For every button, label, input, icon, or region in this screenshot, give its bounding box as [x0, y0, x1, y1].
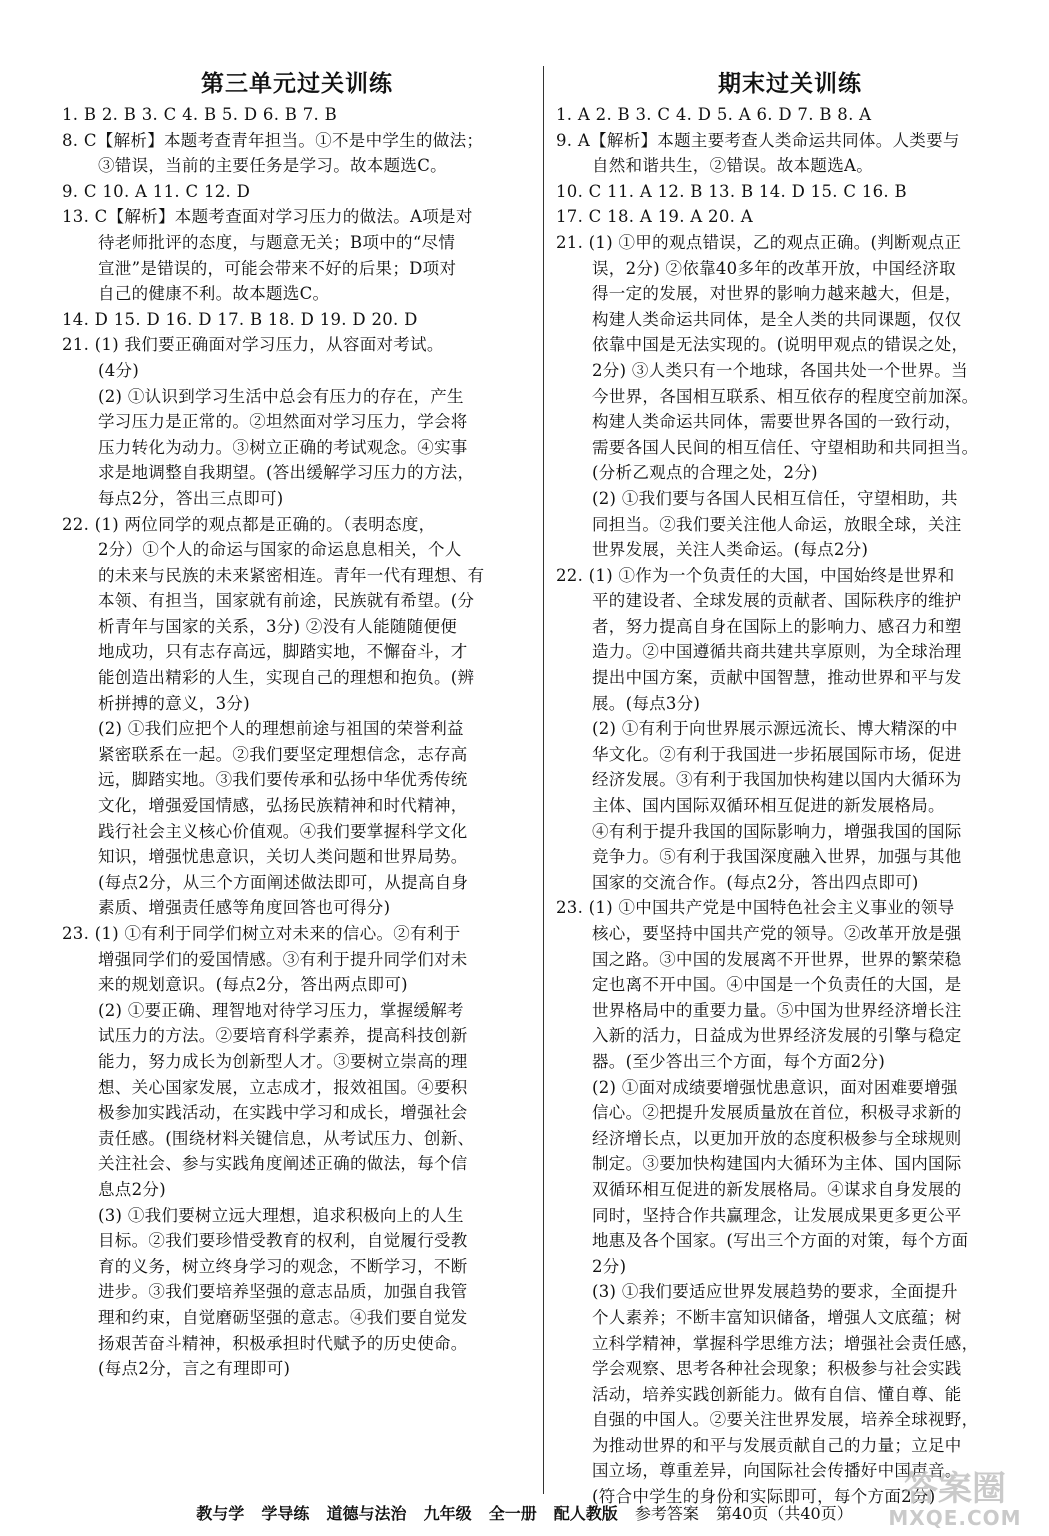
- answer-line: 地成功，只有志存高远，脚踏实地，不懈奋斗，才: [98, 642, 468, 662]
- answer-line: 经济发展。③有利于我国加快构建以国内大循环为: [592, 770, 962, 790]
- answer-line: 学会观察、思考各种社会现象；积极参与社会实践: [592, 1359, 962, 1379]
- answer-line: 1. B 2. B 3. C 4. B 5. D 6. B 7. B: [62, 105, 338, 124]
- answer-line: 同担当。②我们要关注他人命运，放眼全球，关注: [592, 514, 962, 534]
- footer-page-number: 第40页（共40页）: [716, 1504, 853, 1523]
- answer-line: (2) ①我们应把个人的理想前途与祖国的荣誉利益: [98, 719, 464, 739]
- answer-line: 求是地调整自我期望。(答出缓解学习压力的方法，: [98, 463, 475, 483]
- answer-line: 华文化。②有利于我国进一步拓展国际市场，促进: [592, 744, 962, 764]
- answer-line: 自己的健康不利。故本题选C。: [98, 284, 330, 304]
- answer-line: 入新的活力，日益成为世界经济发展的引擎与稳定: [592, 1026, 962, 1046]
- answer-line: 展。(每点3分): [592, 693, 701, 713]
- answer-line: 压力转化为动力。③树立正确的考试观念。④实事: [98, 437, 468, 457]
- footer-series: 学导练: [261, 1504, 310, 1523]
- answer-line: 国家的交流合作。(每点2分，答出四点即可): [592, 872, 919, 892]
- footer-label: 参考答案: [634, 1504, 699, 1523]
- answer-line: 9. C 10. A 11. C 12. D: [62, 181, 251, 201]
- answer-line: 远，脚踏实地。③我们要传承和弘扬中华优秀传统: [98, 770, 468, 790]
- answer-line: 构建人类命运共同体，是全人类的共同课题，仅仅: [592, 309, 962, 329]
- footer-volume: 全一册: [488, 1504, 537, 1523]
- answer-line: 世界格局中的重要力量。⑤中国为世界经济增长注: [592, 1000, 962, 1020]
- answer-line: 的未来与民族的未来紧密相连。青年一代有理想、有: [98, 565, 485, 585]
- answer-line: 自强的中国人。②要关注世界发展，培养全球视野，: [592, 1410, 979, 1430]
- answer-line: 信心。②把提升发展质量放在首位，积极寻求新的: [592, 1103, 962, 1123]
- answer-line: 国立场，尊重差异，向国际社会传播好中国声音。: [592, 1461, 962, 1481]
- answer-line: 试压力的方法。②要培育科学素养，提高科技创新: [98, 1026, 468, 1046]
- answer-line: 活动，培养实践创新能力。做有自信、懂自尊、能: [592, 1384, 962, 1404]
- answer-line: (2) ①要正确、理智地对待学习压力，掌握缓解考: [98, 1000, 464, 1020]
- answer-line: 紧密联系在一起。②我们要坚定理想信念，志存高: [98, 744, 468, 764]
- answer-line: 9. A【解析】本题主要考查人类命运共同体。人类要与: [556, 130, 960, 150]
- answer-line: 个人素养；不断丰富知识储备，增强人文底蕴；树: [592, 1307, 962, 1327]
- right-column: [556, 68, 1024, 1510]
- answer-line: 践行社会主义核心价值观。④我们要掌握科学文化: [98, 821, 468, 841]
- answer-line: 关注社会、参与实践角度阐述正确的做法，每个信: [98, 1154, 468, 1174]
- answer-line: 育的义务，树立终身学习的观念，不断学习，不断: [98, 1256, 468, 1276]
- answer-line: (分析乙观点的合理之处，2分): [592, 463, 818, 483]
- answer-line: (每点2分，从三个方面阐述做法即可，从提高自身: [98, 872, 469, 892]
- answer-line: 今世界，各国相互联系、相互依存的程度空前加深。: [592, 386, 979, 406]
- watermark-url: MXQE.COM: [888, 1506, 1022, 1530]
- answer-line: 14. D 15. D 16. D 17. B 18. D 19. D 20. D: [62, 309, 418, 329]
- answer-line: (4分): [98, 360, 140, 380]
- watermark-logo: [870, 1470, 1040, 1528]
- footer-edition: 配人教版: [553, 1504, 618, 1523]
- left-column: [62, 68, 532, 1382]
- answer-line: 目标。②我们要珍惜受教育的权利，自觉履行受教: [98, 1231, 468, 1251]
- answer-line: 22. (1) ①作为一个负责任的大国，中国始终是世界和: [556, 565, 955, 585]
- answer-line: (2) ①认识到学习生活中总会有压力的存在，产生: [98, 386, 464, 406]
- answer-line: 23. (1) ①有利于同学们树立对未来的信心。②有利于: [62, 924, 461, 943]
- final-exam-title: 期末过关训练: [718, 71, 862, 97]
- footer-grade: 九年级: [423, 1504, 472, 1523]
- answer-line: (2) ①我们要与各国人民相互信任，守望相助，共: [592, 488, 958, 508]
- answer-line: 提出中国方案，贡献中国智慧，推动世界和平与发: [592, 668, 962, 688]
- answer-line: (3) ①我们要适应世界发展趋势的要求，全面提升: [592, 1282, 958, 1302]
- answer-line: 8. C【解析】本题考查青年担当。①不是中学生的做法；: [62, 130, 484, 150]
- answer-line: 知识，增强忧患意识，关切人类问题和世界局势。: [98, 847, 468, 867]
- answer-line: 13. C【解析】本题考查面对学习压力的做法。A项是对: [62, 207, 473, 227]
- answer-line: 自然和谐共生，②错误。故本题选A。: [592, 156, 874, 176]
- answer-line: 22. (1) 两位同学的观点都是正确的。（表明态度，: [62, 514, 436, 534]
- answer-line: 10. C 11. A 12. B 13. B 14. D 15. C 16. B: [556, 181, 907, 201]
- answer-line: 宣泄”是错误的，可能会带来不好的后果；D项对: [98, 258, 457, 278]
- answer-line: (2) ①面对成绩要增强忧患意识，面对困难要增强: [592, 1077, 958, 1097]
- answer-line: 进步。③我们要培养坚强的意志品质，加强自我管: [98, 1282, 468, 1302]
- footer-book: 教与学: [196, 1504, 245, 1523]
- answer-line: 地惠及各个国家。(写出三个方面的对策，每个方面: [592, 1231, 969, 1251]
- answer-line: 需要各国人民间的相互信任、守望相助和共同担当。: [592, 437, 979, 457]
- answer-line: 扬艰苦奋斗精神，积极承担时代赋予的历史使命。: [98, 1333, 468, 1353]
- answer-line: (2) ①有利于向世界展示源远流长、博大精深的中: [592, 719, 958, 739]
- answer-line: 理和约束，自觉磨砺坚强的意志。④我们要自觉发: [98, 1307, 468, 1327]
- answer-line: 者，努力提高自身在国际上的影响力、感召力和塑: [592, 616, 962, 636]
- unit-three-title: 第三单元过关训练: [201, 71, 393, 97]
- left-answer-lines: [62, 102, 532, 1382]
- answer-line: ④有利于提升我国的国际影响力，增强我国的国际: [592, 821, 962, 841]
- answer-line: 同时，坚持合作共赢理念，让发展成果更多更公平: [592, 1205, 962, 1225]
- answer-line: 经济增长点，以更加开放的态度积极参与全球规则: [592, 1128, 962, 1148]
- answer-line: 增强同学们的爱国情感。③有利于提升同学们对未: [98, 949, 468, 969]
- watermark-text: 答案圈: [904, 1469, 1006, 1509]
- answer-line: 制定。③要加快构建国内大循环为主体、国内国际: [592, 1154, 962, 1174]
- answer-line: 竞争力。⑤有利于我国深度融入世界，加强与其他: [592, 847, 962, 867]
- answer-line: 构建人类命运共同体，需要世界各国的一致行动，: [592, 412, 962, 432]
- answer-line: 主体、国内国际双循环相互促进的新发展格局。: [592, 796, 945, 816]
- answer-line: 能力，努力成长为创新型人才。③要树立崇高的理: [98, 1051, 468, 1071]
- answer-line: 极参加实践活动，在实践中学习和成长，增强社会: [98, 1103, 468, 1123]
- column-divider: [543, 66, 544, 1494]
- answer-line: (每点2分，言之有理即可): [98, 1359, 291, 1379]
- answer-line: 2分) ③人类只有一个地球，各国共处一个世界。当: [592, 360, 968, 380]
- answer-line: 23. (1) ①中国共产党是中国特色社会主义事业的领导: [556, 898, 955, 918]
- answer-line: (3) ①我们要树立远大理想，追求积极向上的人生: [98, 1205, 464, 1225]
- footer-subject: 道德与法治: [326, 1504, 407, 1523]
- answer-line: 每点2分，答出三点即可): [98, 488, 284, 508]
- answer-line: 双循环相互促进的新发展格局。④谋求自身发展的: [592, 1179, 962, 1199]
- answer-line: 21. (1) ①甲的观点错误，乙的观点正确。(判断观点正: [556, 232, 962, 252]
- answer-line: 1. A 2. B 3. C 4. D 5. A 6. D 7. B 8. A: [556, 105, 872, 124]
- answer-line: 待老师批评的态度，与题意无关；B项中的“尽情: [98, 232, 456, 252]
- answer-line: 造力。②中国遵循共商共建共享原则，为全球治理: [592, 642, 962, 662]
- answer-line: 息点2分): [98, 1179, 166, 1199]
- answer-line: 想、关心国家发展，立志成才，报效祖国。④要积: [98, 1077, 468, 1097]
- answer-line: 平的建设者、全球发展的贡献者、国际秩序的维护: [592, 591, 962, 611]
- answer-line: 核心，要坚持中国共产党的领导。②改革开放是强: [592, 924, 962, 943]
- answer-line: ③错误，当前的主要任务是学习。故本题选C。: [98, 156, 447, 176]
- answer-line: 误，2分) ②依靠40多年的改革开放，中国经济取: [592, 258, 956, 278]
- answer-line: 本领、有担当，国家就有前途，民族就有希望。(分: [98, 591, 475, 611]
- answer-line: 文化，增强爱国情感，弘扬民族精神和时代精神，: [98, 796, 468, 816]
- answer-line: 17. C 18. A 19. A 20. A: [556, 207, 753, 227]
- answer-line: 素质、增强责任感等角度回答也可得分): [98, 898, 391, 918]
- answer-line: 得一定的发展，对世界的影响力越来越大，但是，: [592, 284, 962, 304]
- answer-line: 国之路。③中国的发展离不开世界，世界的繁荣稳: [592, 949, 962, 969]
- answer-line: 析拼搏的意义，3分): [98, 693, 250, 713]
- answer-line: 为推动世界的和平与发展贡献自己的力量；立足中: [592, 1435, 962, 1455]
- answer-line: 能创造出精彩的人生，实现自己的理想和抱负。(辨: [98, 668, 475, 688]
- answer-line: 析青年与国家的关系，3分) ②没有人能随随便便: [98, 616, 458, 636]
- answer-line: 世界发展，关注人类命运。(每点2分): [592, 540, 869, 560]
- answer-line: 2分）①个人的命运与国家的命运息息相关，个人: [98, 540, 462, 560]
- answer-line: 来的规划意识。(每点2分，答出两点即可): [98, 975, 408, 995]
- answer-line: 定也离不开中国。④中国是一个负责任的大国，是: [592, 975, 962, 995]
- answer-line: 学习压力是正常的。②坦然面对学习压力，学会将: [98, 412, 468, 432]
- answer-line: 依靠中国是无法实现的。(说明甲观点的错误之处，: [592, 335, 969, 355]
- answer-line: 器。(至少答出三个方面，每个方面2分): [592, 1051, 886, 1071]
- answer-line: 2分): [592, 1256, 627, 1276]
- answer-line: (符合中学生的身份和实际即可，每个方面2分): [592, 1487, 936, 1507]
- answer-line: 21. (1) 我们要正确面对学习压力，从容面对考试。: [62, 335, 444, 355]
- answer-line: 责任感。(围绕材料关键信息，从考试压力、创新、: [98, 1128, 475, 1148]
- answer-line: 立科学精神，掌握科学思维方法；增强社会责任感，: [592, 1333, 979, 1353]
- right-answer-lines: [556, 102, 1024, 1510]
